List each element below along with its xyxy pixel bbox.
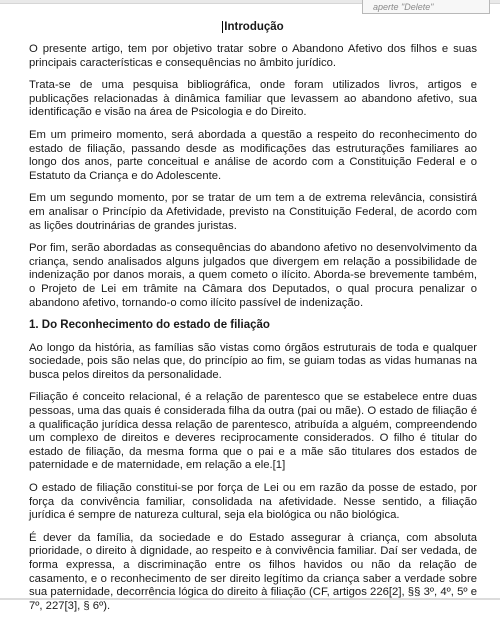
delete-hint-tooltip: aperte "Delete" <box>362 0 490 14</box>
document-body[interactable] <box>29 20 477 622</box>
paragraph-section1-2: Filiação é conceito relacional, é a relação de parentesco que se estabelece entre duas pessoas, uma das quais é considerada filha da outra (pai ou mãe). O estado de filiação é a qualificação jurídica dessa relação de parentesco, atribuída a alguém, compreendendo um complexo de direitos e deveres reciprocamente considerados. O filho é titular do estado de filiação, da mesma forma que o pai e a mãe são titulares dos estados de paternidade e de maternidade, em relação a ele.[1] <box>29 391 477 472</box>
paragraph-intro-1: O presente artigo, tem por objetivo tratar sobre o Abandono Afetivo dos filhos e suas principais características e consequências no âmbito jurídico. <box>29 43 477 69</box>
paragraph-section1-1: Ao longo da história, as famílias são vistas como órgãos estruturais de toda e qualquer sociedade, pois são nelas que, do princípio ao fim, se guiam todas as vidas humanas na busca pelos direitos da personalidade. <box>29 341 477 381</box>
paragraph-section1-3: O estado de filiação constitui-se por força de Lei ou em razão da posse de estado, por força da convivência familiar, consolidada na afetividade. Nesse sentido, a filiação jurídica é sempre de natureza cultural, seja ela biológica ou não biológica. <box>29 482 477 522</box>
paragraph-intro-3: Em um primeiro momento, será abordada a questão a respeito do reconhecimento do estado de filiação, passando desde as modificações das estruturações familiares ao longo dos anos, parte conceitual e análise de acordo com a Constituição Federal e o Estatuto da Criança e do Adolescente. <box>29 128 477 182</box>
paragraph-intro-5: Por fim, serão abordadas as consequências do abandono afetivo no desenvolvimento da criança, sendo analisados alguns julgados que divergem em relação a possibilidade de indenização por danos morais, a quem cometo o ilícito. Aborda-se brevemente também, o Projeto de Lei em trâmite na Câmara dos Deputados, o qual procura penalizar o abandono afetivo, tornando-o como ilícito passível de indenização. <box>29 242 477 309</box>
paragraph-intro-4: Em um segundo momento, por se tratar de um tem a de extrema relevância, consistirá em analisar o Princípio da Afetividade, previsto na Constituição Federal, de acordo com as lições doutrinárias de grandes juristas. <box>29 192 477 232</box>
section-1-heading: 1. Do Reconhecimento do estado de filiação <box>29 319 270 332</box>
document-title: Introdução <box>224 21 284 33</box>
paragraph-intro-2: Trata-se de uma pesquisa bibliográfica, onde foram utilizados livros, artigos e publicações relacionadas à dinâmica familiar que levassem ao abandono afetivo, sua identificação e visão na área de Psicologia e do Direito. <box>29 79 477 119</box>
paragraph-section1-4: É dever da família, da sociedade e do Estado assegurar à criança, com absoluta prioridade, o direito à dignidade, ao respeito e à convivência familiar. Daí ser vedada, de forma expressa, a discriminação entre os filhos havidos ou não da relação de casamento, e o reconhecimento de ser direito legítimo da criança saber a verdade sobre sua paternidade, decorrência lógica do direito à filiação (CF, artigos 226[2], §§ 3º, 4º, 5º e 7º, 227[3], § 6º). <box>29 531 477 612</box>
